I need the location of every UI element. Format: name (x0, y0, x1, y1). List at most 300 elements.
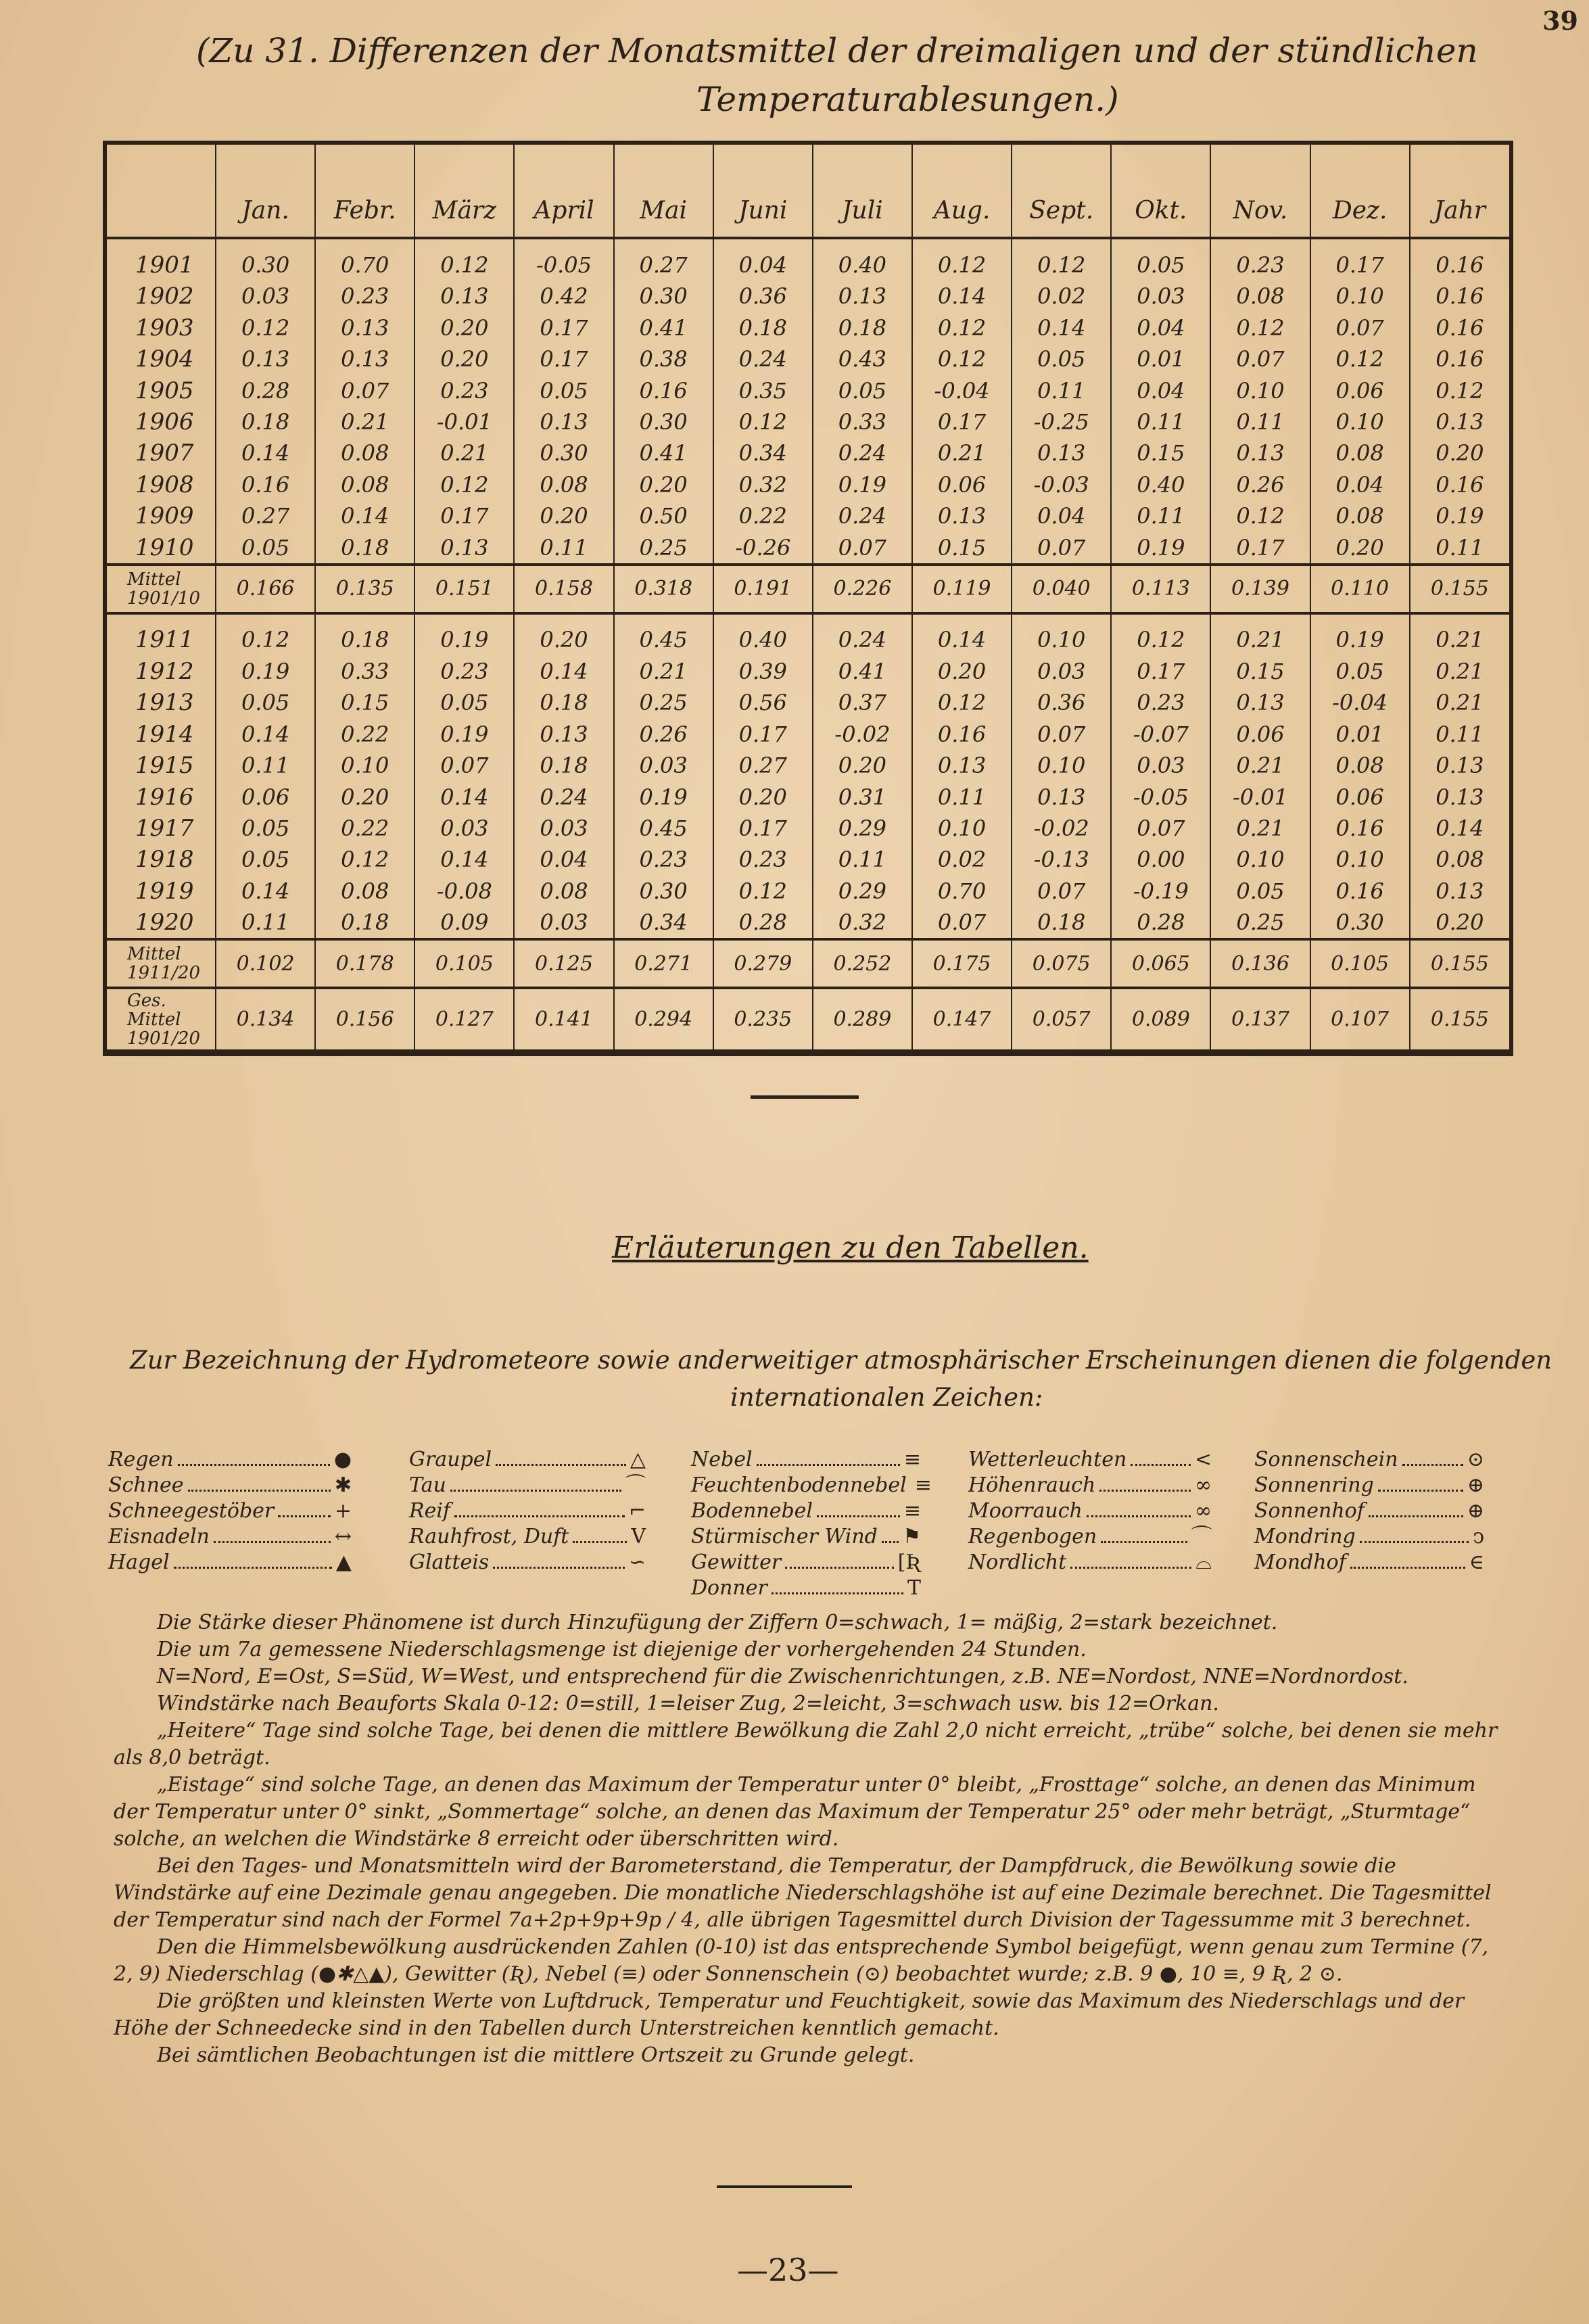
table-cell: 0.38 (614, 343, 713, 375)
legend-label: Regen (108, 1448, 174, 1471)
table-cell: 0.20 (315, 781, 414, 812)
row-label: 1904 (135, 346, 194, 373)
table-cell: 0.11 (1111, 500, 1210, 531)
table-cell: 0.102 (216, 939, 315, 988)
table-row (107, 719, 1509, 750)
legend-item (691, 1575, 921, 1601)
column-header: Sept. (1012, 145, 1111, 238)
table-row (107, 907, 1509, 940)
table-cell: 0.17 (514, 343, 613, 375)
table-cell: 0.20 (912, 656, 1012, 687)
leader-dots (493, 1550, 625, 1569)
table-cell: 0.13 (216, 343, 315, 375)
table-row (107, 406, 1509, 437)
table-cell: 0.50 (614, 500, 713, 531)
table-cell: 0.45 (614, 613, 713, 656)
table-row (107, 437, 1509, 469)
legend-item (409, 1550, 646, 1575)
table-cell: 0.12 (1210, 312, 1310, 343)
table-cell: 0.040 (1012, 565, 1111, 613)
leader-dots (882, 1524, 899, 1543)
legend-label: Mondhof (1254, 1550, 1346, 1574)
table-cell: 0.13 (912, 500, 1012, 531)
table-row (107, 876, 1509, 907)
table-cell: 0.20 (713, 781, 813, 812)
table-cell: 0.03 (414, 813, 514, 844)
weather-symbol-icon: ≡ (903, 1448, 921, 1471)
legend-label: Gewitter (691, 1550, 782, 1574)
legend-item (409, 1473, 646, 1498)
legend-column-2 (409, 1447, 646, 1575)
table-cell: 0.25 (614, 687, 713, 718)
table-cell: 0.03 (1111, 750, 1210, 781)
table-cell: 0.21 (1410, 656, 1509, 687)
row-label: 1902 (135, 283, 194, 310)
table-cell: 0.13 (315, 312, 414, 343)
legend-item (968, 1473, 1212, 1498)
table-cell: 0.20 (1310, 531, 1410, 565)
table-cell: 0.191 (713, 565, 813, 613)
table-cell: 0.119 (912, 565, 1012, 613)
table-cell: 0.08 (315, 876, 414, 907)
table-cell: 0.29 (813, 813, 912, 844)
weather-symbol-icon: ⊙ (1467, 1448, 1484, 1471)
table-cell: 0.06 (1310, 375, 1410, 406)
table-cell: 0.15 (912, 531, 1012, 565)
table-cell: 0.34 (713, 437, 813, 469)
table-cell: 0.147 (912, 988, 1012, 1051)
row-label: 1909 (135, 502, 194, 530)
leader-dots (1378, 1473, 1463, 1492)
legend-label: Stürmischer Wind (691, 1525, 878, 1548)
table-cell: 0.139 (1210, 565, 1310, 613)
table-cell: 0.11 (1410, 719, 1509, 750)
leader-dots (178, 1447, 330, 1466)
table-cell: 0.07 (414, 750, 514, 781)
table-cell: 0.13 (514, 719, 613, 750)
table-mean-row (107, 939, 1509, 988)
legend-item (1254, 1550, 1484, 1575)
legend-item (1254, 1498, 1484, 1524)
leader-dots (454, 1498, 625, 1517)
table-cell: 0.22 (713, 500, 813, 531)
table-cell: 0.30 (614, 876, 713, 907)
table-cell: 0.15 (1210, 656, 1310, 687)
table-cell: 0.10 (1210, 844, 1310, 875)
table-cell: 0.18 (514, 750, 613, 781)
legend-item (691, 1524, 921, 1550)
table-cell: 0.27 (713, 750, 813, 781)
table-cell: 0.06 (1210, 719, 1310, 750)
weather-symbol-icon: ⊕ (1467, 1499, 1484, 1523)
table-cell: 0.23 (414, 375, 514, 406)
leader-dots (573, 1524, 627, 1543)
weather-symbol-icon: ⌒ (625, 1473, 646, 1497)
legend-label: Bodennebel (691, 1499, 813, 1523)
table-cell: 0.12 (713, 876, 813, 907)
table-cell: 0.113 (1111, 565, 1210, 613)
table-cell: 0.14 (1012, 312, 1111, 343)
table-row (107, 531, 1509, 565)
note-paragraph: „Heitere“ Tage sind solche Tage, bei denen die mittlere Bewölkung die Zahl 2,0 nicht erreicht, „trübe“ solche, bei denen sie mehr als 8,0 beträgt. (114, 1719, 1498, 1770)
table-cell: 0.23 (315, 281, 414, 312)
leader-dots (496, 1447, 626, 1466)
row-label: 1917 (135, 814, 194, 842)
table-cell: 0.065 (1111, 939, 1210, 988)
table-cell: 0.13 (912, 750, 1012, 781)
legend-item (1254, 1473, 1484, 1498)
legend-label: Glatteis (409, 1550, 490, 1574)
table-cell: 0.20 (813, 750, 912, 781)
row-label: 1913 (135, 689, 194, 717)
table-cell: -0.01 (414, 406, 514, 437)
table-cell: 0.07 (1012, 531, 1111, 565)
table-cell: 0.12 (414, 469, 514, 500)
table-cell: 0.21 (1210, 613, 1310, 656)
table-cell: 0.28 (1111, 907, 1210, 940)
weather-symbol-icon: ∞ (1195, 1473, 1212, 1497)
table-cell: 0.21 (1210, 750, 1310, 781)
table-cell: -0.04 (912, 375, 1012, 406)
legend-label: Wetterleuchten (968, 1448, 1127, 1471)
legend-column-5 (1254, 1447, 1484, 1575)
table-cell: 0.07 (1210, 343, 1310, 375)
table-cell: 0.14 (414, 844, 514, 875)
table-cell: 0.12 (1410, 375, 1509, 406)
table-cell: 0.127 (414, 988, 514, 1051)
table-cell: -0.01 (1210, 781, 1310, 812)
table-cell: 0.17 (713, 813, 813, 844)
table-cell: 0.10 (1210, 375, 1310, 406)
weather-symbol-icon: ∞ (1195, 1499, 1212, 1523)
table-cell: 0.07 (1012, 876, 1111, 907)
table-row (107, 238, 1509, 281)
legend-item (968, 1524, 1212, 1550)
weather-symbol-icon: V (631, 1525, 646, 1548)
note-paragraph: N=Nord, E=Ost, S=Süd, W=West, und entsprechend für die Zwischenrichtungen, z.B. NE=Nordost, NNE=Nordnordost. (157, 1665, 1408, 1688)
table-cell: 0.10 (1310, 844, 1410, 875)
table-row (107, 687, 1509, 718)
table-row (107, 656, 1509, 687)
intro-text: Zur Bezeichnung der Hydrometeore sowie anderweitiger atmosphärischer Erscheinungen dienen die folgenden (130, 1346, 1552, 1375)
table-cell: 0.43 (813, 343, 912, 375)
table-cell: 0.19 (1111, 531, 1210, 565)
table-cell: 0.20 (414, 343, 514, 375)
table-cell: 0.12 (1310, 343, 1410, 375)
table-cell: 0.16 (614, 375, 713, 406)
table-cell: 0.19 (813, 469, 912, 500)
table-cell: 0.12 (912, 238, 1012, 281)
table-cell: 0.12 (713, 406, 813, 437)
explanation-notes (114, 1609, 1500, 2069)
weather-symbol-icon: ⌒ (1191, 1525, 1212, 1548)
table-cell: 0.13 (1210, 437, 1310, 469)
table-cell: 0.10 (912, 813, 1012, 844)
table-cell: 0.11 (216, 907, 315, 940)
legend-label: Feuchtenbodennebel (691, 1473, 907, 1497)
table-cell: 0.24 (514, 781, 613, 812)
table-cell: 0.11 (1111, 406, 1210, 437)
legend-item (108, 1550, 352, 1575)
table-cell: 0.22 (315, 813, 414, 844)
column-header: Dez. (1310, 145, 1410, 238)
table-cell: 0.08 (1210, 281, 1310, 312)
table-cell: 0.27 (614, 238, 713, 281)
row-label: 1919 (135, 877, 194, 905)
table-cell: -0.04 (1310, 687, 1410, 718)
table-cell: 0.21 (912, 437, 1012, 469)
legend-label: Tau (409, 1473, 446, 1497)
table-cell: 0.42 (514, 281, 613, 312)
table-cell: 0.08 (315, 469, 414, 500)
legend-label: Schneegestöber (108, 1499, 275, 1523)
table-cell: 0.30 (216, 238, 315, 281)
weather-symbol-icon: ⌐ (628, 1499, 646, 1523)
table-cell: 0.03 (514, 813, 613, 844)
table-cell: 0.155 (1410, 939, 1509, 988)
leader-dots (1070, 1550, 1191, 1569)
table-cell: 0.166 (216, 565, 315, 613)
table-cell: 0.40 (813, 238, 912, 281)
table-cell: 0.19 (614, 781, 713, 812)
table-cell: 0.28 (216, 375, 315, 406)
table-cell: 0.12 (216, 312, 315, 343)
table-cell: 0.19 (414, 613, 514, 656)
table-cell: 0.04 (1012, 500, 1111, 531)
table-cell: 0.07 (912, 907, 1012, 940)
table-cell: 0.07 (315, 375, 414, 406)
table-cell: 0.235 (713, 988, 813, 1051)
note-paragraph: Die Stärke dieser Phänomene ist durch Hinzufügung der Ziffern 0=schwach, 1= mäßig, 2=stark bezeichnet. (157, 1611, 1278, 1634)
weather-symbol-icon: ↔ (334, 1525, 352, 1548)
leader-dots (174, 1550, 332, 1569)
table-cell: 0.25 (1210, 907, 1310, 940)
table-cell: 0.23 (1111, 687, 1210, 718)
divider-bottom (717, 2185, 852, 2188)
row-label: 1906 (135, 408, 194, 435)
column-header: März (414, 145, 514, 238)
table-cell: 0.05 (216, 813, 315, 844)
table-cell: 0.057 (1012, 988, 1111, 1051)
weather-symbol-icon: + (334, 1499, 352, 1523)
table-cell: 0.141 (514, 988, 613, 1051)
weather-symbol-icon: ≡ (914, 1473, 932, 1497)
table-cell: 0.13 (1012, 781, 1111, 812)
table-row (107, 781, 1509, 812)
note-paragraph: Bei sämtlichen Beobachtungen ist die mittlere Ortszeit zu Grunde gelegt. (157, 2043, 915, 2067)
divider (751, 1095, 859, 1099)
table-cell: 0.20 (614, 469, 713, 500)
legend-item (108, 1447, 352, 1473)
table-cell: 0.12 (1012, 238, 1111, 281)
table-cell: 0.17 (1310, 238, 1410, 281)
note-paragraph: „Eistage“ sind solche Tage, an denen das Maximum der Temperatur unter 0° bleibt, „Frosttage“ solche, an denen das Minimum der Temperatur unter 0° sinkt, „Sommertage“ solche, an denen das Maximum der Temperatur 25° oder mehr beträgt, „Sturmtage“ solche, an welchen die Windstärke 8 erreicht oder überschritten wird. (114, 1773, 1476, 1851)
table-cell: 0.178 (315, 939, 414, 988)
table-cell: 0.08 (1310, 437, 1410, 469)
table-cell: 0.16 (1410, 238, 1509, 281)
table-cell: 0.04 (713, 238, 813, 281)
legend-item (409, 1498, 646, 1524)
table-cell: 0.12 (414, 238, 514, 281)
note-paragraph: Die größten und kleinsten Werte von Luftdruck, Temperatur und Feuchtigkeit, sowie das Maximum des Niederschlags und der Höhe der Schneedecke sind in den Tabellen durch Unterstreichen kenntlich gemacht. (114, 1989, 1465, 2040)
table-cell: 0.10 (1012, 613, 1111, 656)
column-header: Juli (813, 145, 912, 238)
legend-item (108, 1473, 352, 1498)
table-cell: 0.17 (1111, 656, 1210, 687)
legend-item (1254, 1447, 1484, 1473)
table-cell: 0.17 (1210, 531, 1310, 565)
table-cell: 0.279 (713, 939, 813, 988)
table-cell: 0.04 (1111, 312, 1210, 343)
table-cell: 0.05 (1310, 656, 1410, 687)
table-cell: 0.24 (813, 500, 912, 531)
table-cell: -0.26 (713, 531, 813, 565)
row-label: 1920 (135, 909, 194, 936)
table-cell: 0.18 (514, 687, 613, 718)
table-row (107, 343, 1509, 375)
table-header-row (107, 145, 1509, 238)
table-cell: -0.19 (1111, 876, 1210, 907)
table-cell: 0.32 (813, 907, 912, 940)
table-cell: 0.12 (1111, 613, 1210, 656)
table-cell: 0.21 (1410, 613, 1509, 656)
table-cell: 0.289 (813, 988, 912, 1051)
table-cell: 0.19 (1410, 500, 1509, 531)
table-cell: 0.18 (813, 312, 912, 343)
table-cell: 0.11 (1012, 375, 1111, 406)
table-cell: 0.15 (1111, 437, 1210, 469)
table-cell: 0.156 (315, 988, 414, 1051)
table-cell: 0.175 (912, 939, 1012, 988)
table-cell: 0.14 (912, 281, 1012, 312)
table-cell: 0.11 (912, 781, 1012, 812)
table-cell: 0.03 (614, 750, 713, 781)
table-cell: 0.18 (216, 406, 315, 437)
table-cell: 0.16 (912, 719, 1012, 750)
table-cell: 0.03 (514, 907, 613, 940)
legend-label: Nordlicht (968, 1550, 1067, 1574)
table-cell: 0.18 (315, 531, 414, 565)
weather-symbol-icon: ▲ (335, 1550, 352, 1574)
table-cell: 0.11 (1210, 406, 1310, 437)
data-table (107, 145, 1509, 1052)
table-cell: 0.15 (315, 687, 414, 718)
weather-symbol-icon: [Ʀ (897, 1550, 921, 1574)
table-cell: 0.21 (614, 656, 713, 687)
table-cell: 0.09 (414, 907, 514, 940)
note-paragraph: Bei den Tages- und Monatsmitteln wird der Barometerstand, die Temperatur, der Dampfdruck, die Bewölkung sowie die Windstärke auf eine Dezimale genau angegeben. Die monatliche Niederschlagshöhe ist auf eine Dezimale berechnet. Die Tagesmittel der Temperatur sind nach der Formel 7a+2p+9p+9p / 4, alle übrigen Tagesmittel durch Division der Tagessumme mit 3 berechnet. (114, 1854, 1492, 1932)
legend-label: Rauhfrost, Duft (409, 1525, 569, 1548)
table-cell: 0.16 (1410, 281, 1509, 312)
table-cell: 0.16 (1410, 469, 1509, 500)
table-cell: 0.17 (912, 406, 1012, 437)
table-cell: -0.25 (1012, 406, 1111, 437)
table-cell: 0.31 (813, 781, 912, 812)
table-cell: 0.24 (713, 343, 813, 375)
legend-label: Eisnadeln (108, 1525, 210, 1548)
table-cell: 0.36 (713, 281, 813, 312)
legend-item (968, 1447, 1212, 1473)
table-row (107, 375, 1509, 406)
column-header: Juni (713, 145, 813, 238)
table-cell: 0.05 (514, 375, 613, 406)
table-cell: 0.20 (514, 500, 613, 531)
table-cell: -0.13 (1012, 844, 1111, 875)
column-header: Jahr (1410, 145, 1509, 238)
table-cell: 0.16 (1410, 312, 1509, 343)
table-cell: 0.16 (1310, 876, 1410, 907)
table-cell: 0.18 (315, 613, 414, 656)
table-cell: 0.08 (1410, 844, 1509, 875)
weather-symbol-icon: ● (333, 1448, 352, 1471)
legend-column-4 (968, 1447, 1212, 1575)
weather-symbol-icon: ∈ (1469, 1550, 1484, 1574)
note-paragraph: Den die Himmelsbewölkung ausdrückenden Zahlen (0-10) ist das entsprechende Symbol beigefügt, wenn genau zum Termine (7, 2, 9) Niederschlag (●✱△▲), Gewitter (Ʀ), Nebel (≡) oder Sonnenschein (⊙) beobachtet wurde; z.B. 9 ●, 10 ≡, 9 Ʀ, 2 ⊙. (114, 1935, 1489, 1986)
legend-column-3 (691, 1447, 932, 1601)
table-cell: 0.05 (1012, 343, 1111, 375)
table-cell: 0.12 (912, 312, 1012, 343)
table-cell: 0.10 (315, 750, 414, 781)
table-cell: 0.25 (614, 531, 713, 565)
table-cell: -0.02 (1012, 813, 1111, 844)
table-cell: 0.125 (514, 939, 613, 988)
table-cell: 0.05 (1210, 876, 1310, 907)
legend-column-1 (108, 1447, 352, 1575)
table-cell: 0.02 (1012, 281, 1111, 312)
table-cell: 0.10 (1310, 281, 1410, 312)
table-cell: 0.24 (813, 613, 912, 656)
table-cell: 0.08 (1310, 500, 1410, 531)
table-cell: 0.41 (614, 437, 713, 469)
table-row (107, 844, 1509, 875)
note-paragraph: Windstärke nach Beauforts Skala 0-12: 0=still, 1=leiser Zug, 2=leicht, 3=schwach usw. bis 12=Orkan. (157, 1692, 1219, 1715)
column-header: Febr. (315, 145, 414, 238)
row-label: 1912 (135, 658, 194, 685)
table-cell: 0.20 (1410, 437, 1509, 469)
table-cell: 0.06 (1310, 781, 1410, 812)
table-cell: 0.33 (813, 406, 912, 437)
table-cell: 0.33 (315, 656, 414, 687)
table-row (107, 613, 1509, 656)
table-row (107, 281, 1509, 312)
table-cell: 0.23 (713, 844, 813, 875)
legend-label: Regenbogen (968, 1525, 1097, 1548)
table-cell: 0.17 (514, 312, 613, 343)
table-cell: 0.16 (216, 469, 315, 500)
weather-symbol-icon: ⊕ (1467, 1473, 1484, 1497)
table-cell: 0.13 (1410, 876, 1509, 907)
table-cell: 0.10 (1012, 750, 1111, 781)
table-cell: 0.23 (414, 656, 514, 687)
table-cell: 0.41 (813, 656, 912, 687)
table-cell: -0.02 (813, 719, 912, 750)
table-row (107, 312, 1509, 343)
table-cell: -0.08 (414, 876, 514, 907)
legend-label: Sonnenhof (1254, 1499, 1365, 1523)
table-cell: 0.17 (713, 719, 813, 750)
table-cell: 0.151 (414, 565, 514, 613)
table-cell: 0.07 (1012, 719, 1111, 750)
table-cell: 0.04 (1310, 469, 1410, 500)
legend-item (409, 1524, 646, 1550)
table-cell: 0.23 (614, 844, 713, 875)
table-cell: 0.06 (912, 469, 1012, 500)
table-cell: 0.135 (315, 565, 414, 613)
legend-label: Moorrauch (968, 1499, 1083, 1523)
row-label: 1911 (135, 626, 194, 654)
table-cell: 0.08 (315, 437, 414, 469)
table-cell: 0.158 (514, 565, 613, 613)
